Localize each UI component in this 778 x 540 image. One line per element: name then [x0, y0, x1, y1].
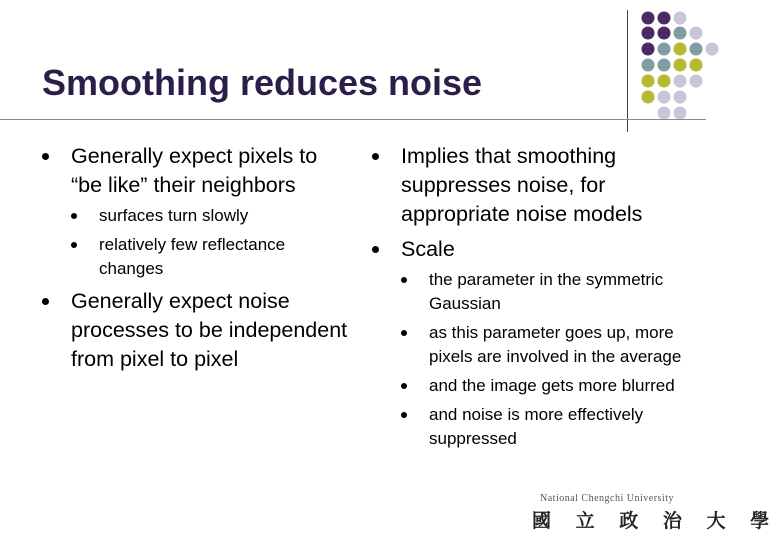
decorative-dot [674, 75, 687, 88]
decorative-dot [674, 12, 687, 25]
bullet-text: Scale [401, 237, 455, 261]
decorative-dot [674, 91, 687, 104]
sub-bullet-surfaces: surfaces turn slowly [71, 204, 352, 228]
logo-chinese-name: 國 立 政 治 大 學 [532, 510, 778, 532]
sub-bullet-parameter: the parameter in the symmetric Gaussian [401, 268, 682, 316]
logo-english-name: National Chengchi University [540, 493, 674, 504]
decorative-dot [706, 43, 719, 56]
decorative-dot [690, 75, 703, 88]
sub-bullet-blurred: and the image gets more blurred [401, 374, 682, 398]
decorative-dot [642, 27, 655, 40]
decorative-dot [658, 12, 671, 25]
bullet-scale [372, 235, 682, 451]
decorative-dot [642, 75, 655, 88]
title-underline [0, 119, 706, 120]
decorative-dot [658, 107, 671, 120]
bullet-smoothing-suppresses [372, 142, 682, 229]
decorative-dot [642, 12, 655, 25]
decorative-dot [642, 59, 655, 72]
decorative-vertical-line [627, 10, 628, 132]
decorative-dot [658, 59, 671, 72]
sub-bullet-list [401, 268, 682, 451]
decorative-dot [674, 43, 687, 56]
decorative-dot [658, 27, 671, 40]
decorative-dot [658, 75, 671, 88]
sub-bullet-noise-suppressed: and noise is more effectively suppressed [401, 403, 682, 451]
decorative-dot [674, 59, 687, 72]
sub-bullet-reflectance: relatively few reflectance changes [71, 233, 352, 281]
decorative-dot [690, 27, 703, 40]
university-logo [532, 493, 778, 533]
left-bullet-list [42, 142, 352, 374]
decorative-dot [658, 91, 671, 104]
decorative-dot [690, 59, 703, 72]
decorative-dot [674, 27, 687, 40]
bullet-text: Implies that smoothing suppresses noise, for appropriate noise models [401, 144, 643, 226]
bullet-pixels-like-neighbors [42, 142, 352, 281]
decorative-dot [642, 43, 655, 56]
slide-title: Smoothing reduces noise [42, 62, 483, 103]
decorative-dot [690, 43, 703, 56]
sub-bullet-list [71, 204, 352, 281]
left-column [42, 142, 352, 380]
decorative-dot [658, 43, 671, 56]
bullet-text: Generally expect pixels to “be like” their neighbors [71, 144, 318, 197]
right-column [372, 142, 682, 457]
bullet-noise-independent [42, 287, 352, 374]
decorative-dot [642, 91, 655, 104]
decorative-dot [674, 107, 687, 120]
bullet-text: Generally expect noise processes to be independent from pixel to pixel [71, 289, 348, 371]
right-bullet-list [372, 142, 682, 451]
sub-bullet-parameter-up: as this parameter goes up, more pixels are involved in the average [401, 321, 682, 369]
